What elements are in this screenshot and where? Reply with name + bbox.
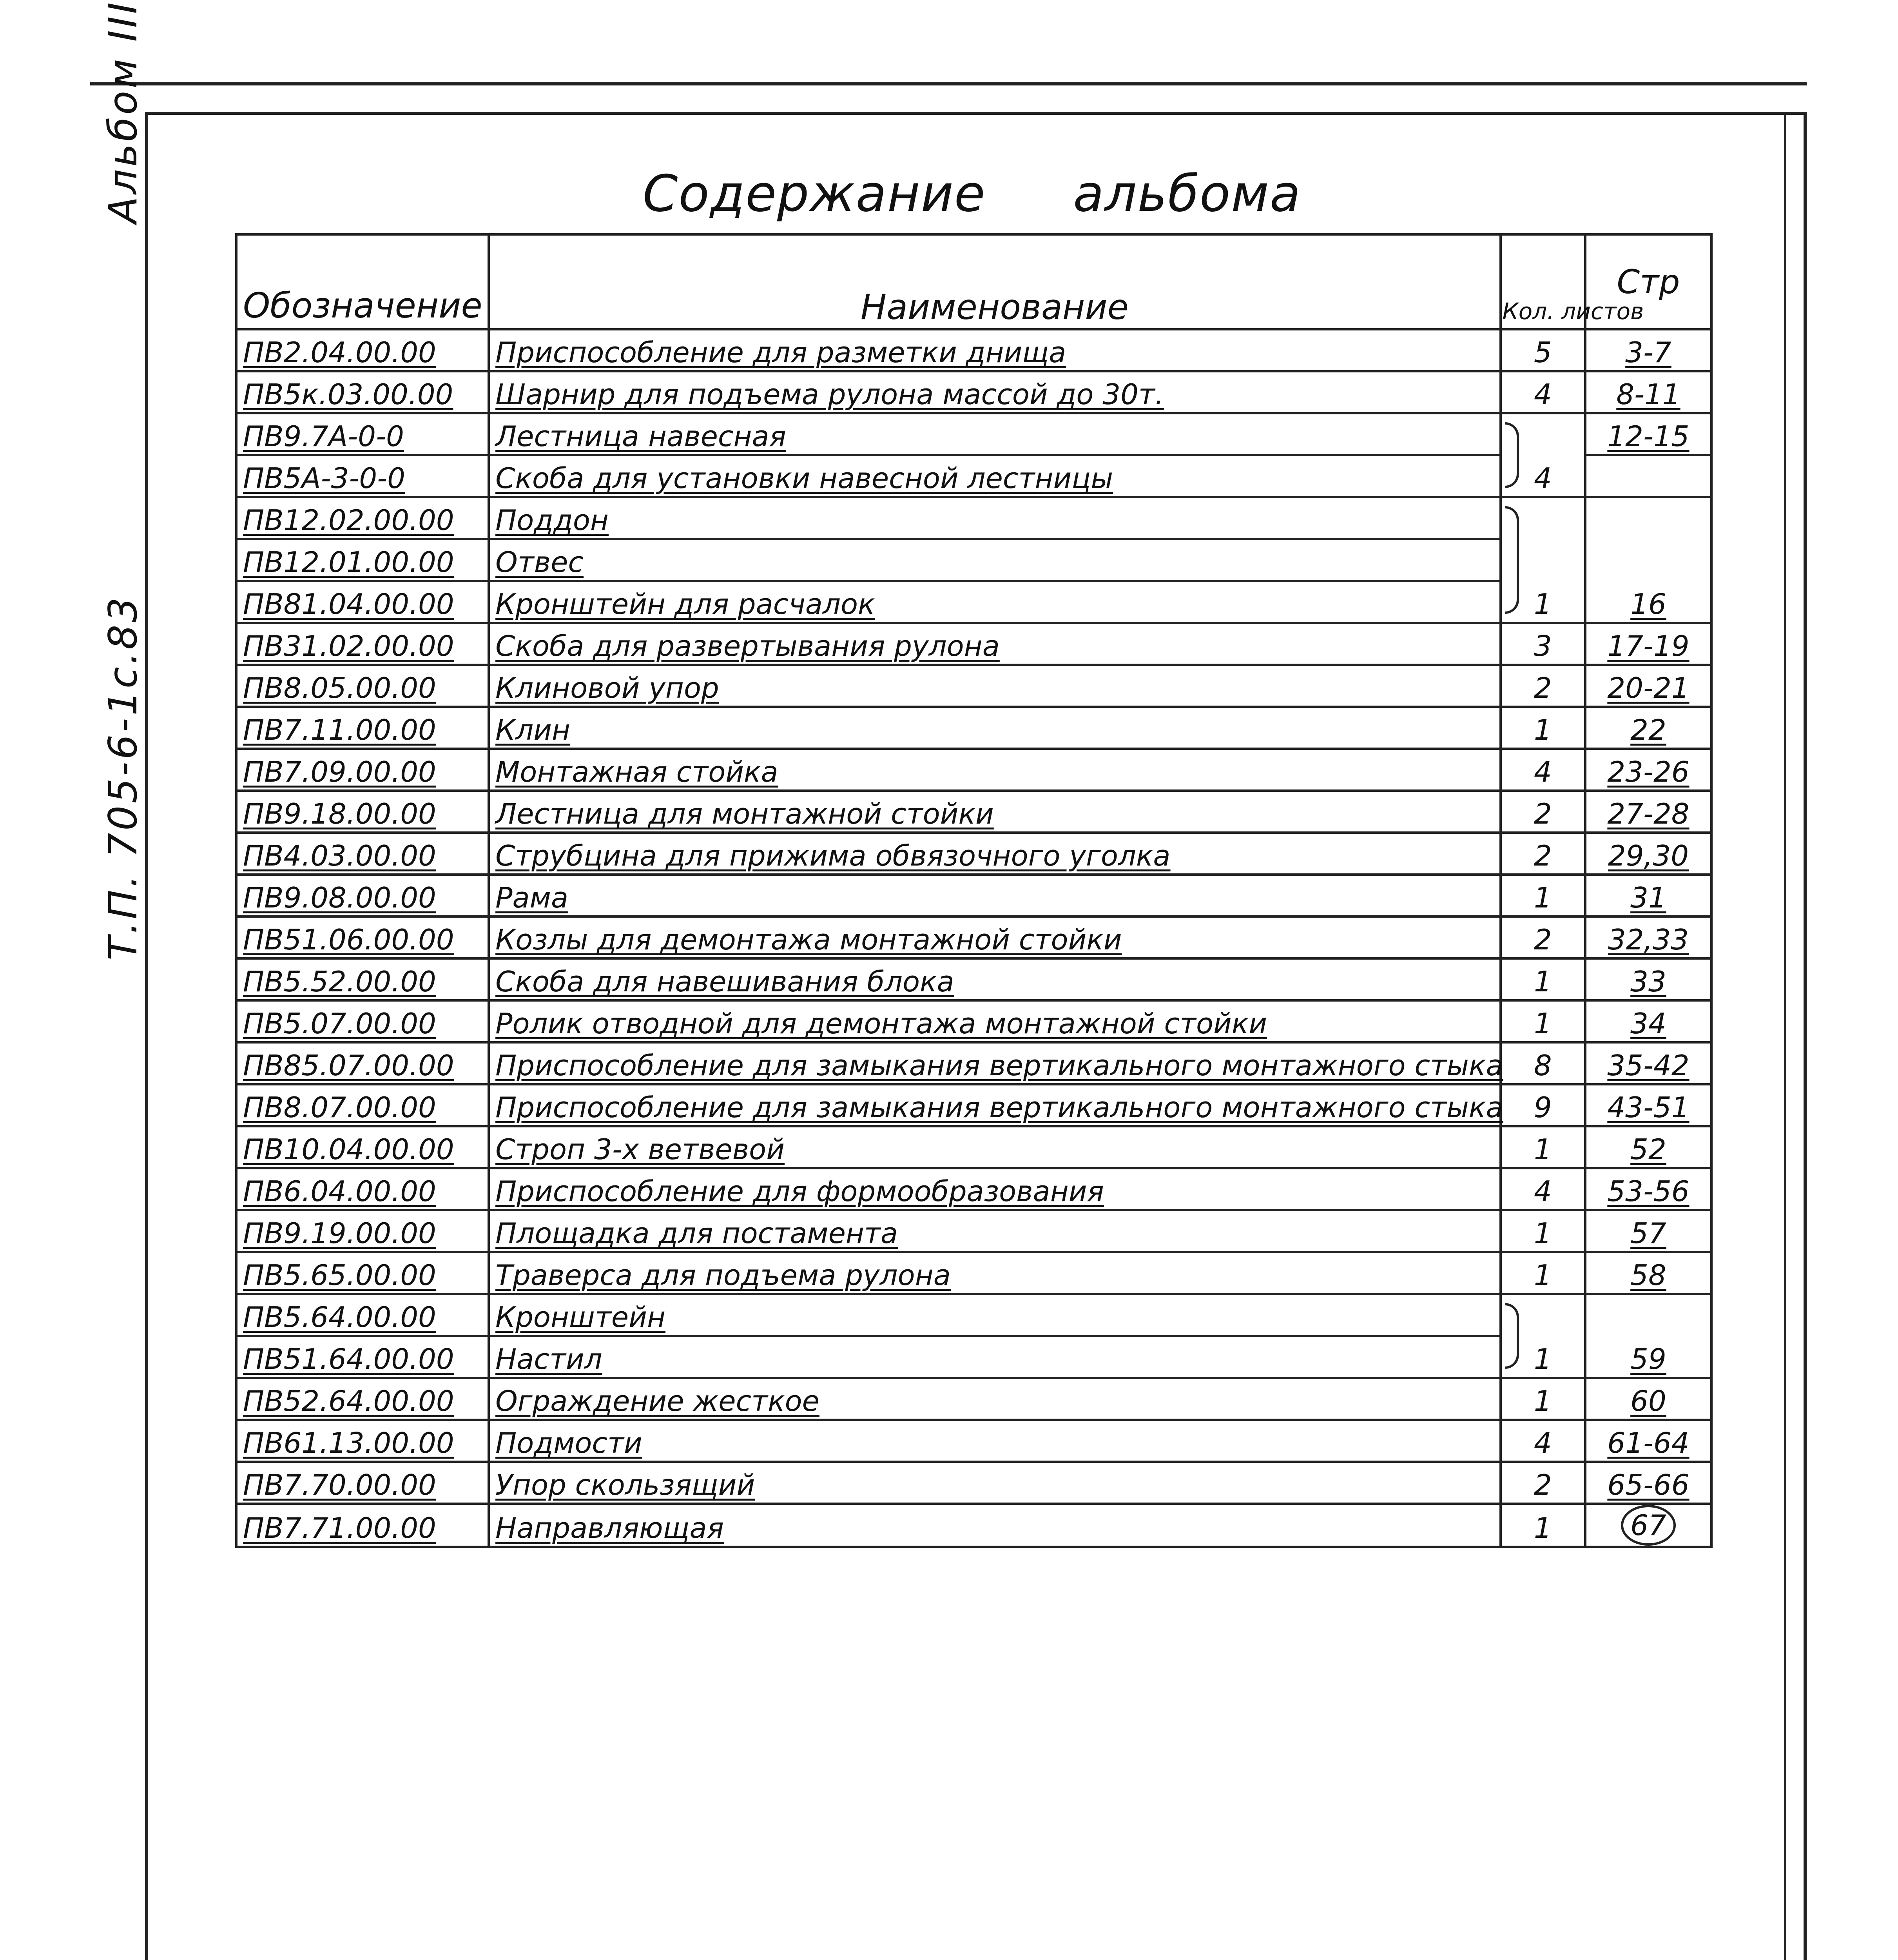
row-name [489,539,1500,581]
row-code-text: ПВ10.04.00.00 [243,1133,454,1166]
row-code-text: ПВ7.70.00.00 [243,1468,436,1501]
row-name-text: Ограждение жесткое [495,1385,819,1417]
row-page-text: 17-19 [1607,630,1690,662]
row-page-text: 53-56 [1607,1175,1690,1208]
row-name [489,1504,1500,1547]
row-page [1585,1042,1711,1084]
row-page [1585,329,1711,371]
row-name [489,1042,1503,1084]
row-name-text: Клин [495,713,571,746]
row-page [1585,1168,1711,1210]
row-name [489,371,1500,413]
table-row [236,749,1711,791]
row-page [1585,749,1711,791]
row-sheets: 8 [1501,1042,1585,1084]
row-name-text: Поддон [495,504,609,537]
row-sheets-text: 1 [1534,588,1552,621]
row-name [489,749,1500,791]
table-row [236,916,1711,958]
row-code [236,665,489,707]
row-sheets: 1 [1501,1210,1585,1252]
table-row [236,581,1711,623]
row-code-text: ПВ8.07.00.00 [243,1091,436,1124]
table-row [236,1462,1711,1504]
row-name-text: Кронштейн [495,1301,666,1334]
row-code-text: ПВ2.04.00.00 [243,336,436,369]
row-code [236,1462,489,1504]
row-page-text: 23-26 [1607,755,1690,788]
row-code [236,916,489,958]
row-name-text: Площадка для постамента [495,1217,898,1250]
row-name-text: Приспособление для замыкания вертикального монтажного стыка [495,1091,1503,1124]
row-name-text: Подмости [495,1426,642,1459]
row-name [489,665,1500,707]
header-sheets: Кол. листов [1501,234,1585,329]
row-page-text: 59 [1630,1343,1666,1376]
row-sheets: 5 [1501,329,1585,371]
row-code [236,497,489,539]
row-page [1585,623,1711,665]
row-code-text: ПВ52.64.00.00 [243,1385,454,1417]
row-sheets: 1 [1501,1252,1585,1294]
row-code-text: ПВ9.19.00.00 [243,1217,436,1250]
row-page [1585,497,1711,623]
row-code-text: ПВ8.05.00.00 [243,671,436,704]
row-code-text: ПВ5.64.00.00 [243,1301,436,1334]
row-code [236,707,489,749]
row-code [236,1210,489,1252]
row-code-text: ПВ5к.03.00.00 [243,378,453,411]
row-name [489,497,1500,539]
row-name [489,791,1500,833]
top-rule [90,82,1807,85]
row-code-text: ПВ12.02.00.00 [243,504,454,537]
table-row [236,791,1711,833]
row-code-text: ПВ51.64.00.00 [243,1343,454,1376]
row-name-text: Упор скользящий [495,1468,755,1501]
row-sheets: 1 [1501,1000,1585,1042]
header-code: Обозначение [236,234,489,329]
row-page-text: 29,30 [1608,839,1689,872]
row-code [236,413,489,455]
row-name [489,1084,1503,1126]
row-page [1585,1084,1711,1126]
row-page [1585,1420,1711,1462]
row-name [489,329,1500,371]
row-page-text: 57 [1630,1217,1666,1250]
row-code [236,1420,489,1462]
row-page-text: 8-11 [1616,378,1680,411]
row-page-text: 27-28 [1607,797,1690,830]
table-row [236,329,1711,371]
row-page-text: 33 [1630,965,1666,998]
row-sheets: 1 [1501,707,1585,749]
row-name [489,958,1500,1000]
table-row [236,1168,1711,1210]
row-sheets: 3 [1501,623,1585,665]
side-label [100,0,146,960]
row-code-text: ПВ81.04.00.00 [243,588,454,621]
row-code [236,329,489,371]
frame-right-margin-line [1784,112,1786,1960]
row-sheets: 9 [1501,1084,1585,1126]
row-name [489,1000,1500,1042]
row-code-text: ПВ5.65.00.00 [243,1259,436,1292]
document-code: Т.П. 705-6-1с.83 [100,595,146,960]
row-name [489,1168,1500,1210]
row-code-text: ПВ9.18.00.00 [243,797,436,830]
row-page [1585,455,1711,497]
row-page [1585,916,1711,958]
row-code [236,1336,489,1378]
table-row [236,1504,1711,1547]
row-page-text: 60 [1630,1385,1666,1417]
row-code [236,1000,489,1042]
row-name [489,1126,1500,1168]
row-page [1585,371,1711,413]
row-code-text: ПВ7.09.00.00 [243,755,436,788]
row-name-text: Струбцина для прижима обвязочного уголка [495,839,1171,872]
row-code-text: ПВ9.08.00.00 [243,881,436,914]
row-page [1585,1252,1711,1294]
row-page [1585,833,1711,875]
row-name [489,623,1500,665]
row-name-text: Настил [495,1343,602,1376]
row-name [489,455,1500,497]
row-code-text: ПВ5.07.00.00 [243,1007,436,1040]
group-brace [1505,1303,1519,1369]
row-name [489,1294,1500,1336]
row-page [1585,1000,1711,1042]
row-page [1585,707,1711,749]
row-sheets: 4 [1501,1168,1585,1210]
row-code [236,1042,489,1084]
row-name-text: Приспособление для разметки днища [495,336,1066,369]
table-header-row [236,234,1711,329]
row-code [236,791,489,833]
row-sheets: 1 [1501,875,1585,916]
table-row [236,413,1711,455]
row-code [236,958,489,1000]
row-page-text: 65-66 [1607,1468,1690,1501]
table-row [236,1294,1711,1336]
row-name-text: Кронштейн для расчалок [495,588,875,621]
row-name [489,1378,1500,1420]
row-code-text: ПВ85.07.00.00 [243,1049,454,1082]
row-name-text: Клиновой упор [495,671,719,704]
row-name [489,581,1500,623]
table-row [236,1042,1711,1084]
table-row [236,371,1711,413]
row-page-text: 31 [1630,881,1666,914]
row-sheets: 2 [1501,791,1585,833]
row-name [489,833,1500,875]
row-sheets: 4 [1501,749,1585,791]
table-row [236,455,1711,497]
row-code [236,1126,489,1168]
row-name [489,1336,1500,1378]
row-name-text: Ролик отводной для демонтажа монтажной стойки [495,1007,1267,1040]
row-name [489,1420,1500,1462]
album-number: Альбом III [100,0,146,223]
row-sheets: 1 [1501,1504,1585,1547]
row-page [1585,791,1711,833]
table-row [236,1336,1711,1378]
row-code-text: ПВ12.01.00.00 [243,546,454,579]
row-page-text: 22 [1630,713,1666,746]
row-page [1585,1210,1711,1252]
row-page-text: 34 [1630,1007,1666,1040]
row-code [236,539,489,581]
row-code [236,1252,489,1294]
row-name [489,707,1500,749]
row-code [236,455,489,497]
row-name-text: Траверса для подъема рулона [495,1259,951,1292]
row-code-text: ПВ7.11.00.00 [243,713,436,746]
row-page-text: 43-51 [1607,1091,1690,1124]
header-page: Стр [1585,234,1711,329]
row-code-text: ПВ51.06.00.00 [243,923,454,956]
row-code [236,581,489,623]
row-page [1585,1462,1711,1504]
row-name [489,1252,1500,1294]
row-name-text: Скоба для навешивания блока [495,965,954,998]
row-code [236,623,489,665]
row-page [1585,665,1711,707]
row-code [236,1168,489,1210]
row-name [489,916,1500,958]
row-name [489,413,1500,455]
row-code-text: ПВ7.71.00.00 [243,1512,436,1544]
row-code-text: ПВ61.13.00.00 [243,1426,454,1459]
row-name-text: Направляющая [495,1512,724,1544]
row-name [489,1210,1500,1252]
row-page [1585,1126,1711,1168]
row-name-text: Приспособление для замыкания вертикального монтажного стыка [495,1049,1503,1082]
row-sheets [1501,413,1585,497]
table-row [236,833,1711,875]
row-code [236,875,489,916]
row-page [1585,875,1711,916]
row-page-text: 58 [1630,1259,1666,1292]
row-code [236,1378,489,1420]
table-row [236,875,1711,916]
row-sheets: 2 [1501,665,1585,707]
table-row [236,1000,1711,1042]
row-code-text: ПВ5А-3-0-0 [243,462,405,495]
page-title: Содержание альбома [643,165,1302,223]
group-brace [1505,506,1519,614]
row-name-text: Лестница для монтажной стойки [495,797,994,830]
row-sheets [1501,1294,1585,1378]
row-code [236,1504,489,1547]
table-row [236,1252,1711,1294]
group-brace [1505,422,1519,488]
table-row [236,958,1711,1000]
table-row [236,623,1711,665]
row-sheets: 1 [1501,958,1585,1000]
row-name-text: Монтажная стойка [495,755,778,788]
row-page-text: 32,33 [1608,923,1689,956]
row-name [489,875,1500,916]
row-name-text: Шарнир для подъема рулона массой до 30т. [495,378,1164,411]
header-name: Наименование [489,234,1500,329]
row-name-text: Приспособление для формообразования [495,1175,1104,1208]
row-code [236,749,489,791]
row-name [489,1462,1500,1504]
row-name-text: Отвес [495,546,584,579]
row-sheets [1501,497,1585,623]
table-row [236,1420,1711,1462]
row-name-text: Лестница навесная [495,420,786,453]
row-page [1585,1294,1711,1378]
row-sheets: 2 [1501,1462,1585,1504]
row-page-text: 3-7 [1625,336,1671,369]
row-sheets-text: 4 [1534,462,1552,495]
row-sheets: 4 [1501,371,1585,413]
row-page-text: 35-42 [1607,1049,1690,1082]
row-page-text: 61-64 [1607,1426,1690,1459]
row-code-text: ПВ31.02.00.00 [243,630,454,662]
row-code-text: ПВ4.03.00.00 [243,839,436,872]
table-row [236,665,1711,707]
row-page [1585,958,1711,1000]
row-name-text: Строп 3-х ветвевой [495,1133,785,1166]
table-body [236,329,1711,1547]
row-code [236,371,489,413]
row-page-text: 12-15 [1607,420,1690,453]
row-name-text: Козлы для демонтажа монтажной стойки [495,923,1122,956]
row-page-text: 67 [1621,1505,1676,1546]
table-row [236,1126,1711,1168]
contents-table [235,233,1713,1548]
table-row [236,539,1711,581]
row-name-text: Скоба для развертывания рулона [495,630,1000,662]
row-code-text: ПВ5.52.00.00 [243,965,436,998]
row-code [236,833,489,875]
row-sheets: 2 [1501,916,1585,958]
row-page [1585,1378,1711,1420]
row-code [236,1084,489,1126]
row-sheets-text: 1 [1534,1343,1552,1376]
row-page-text: 52 [1630,1133,1666,1166]
row-page [1585,1504,1711,1547]
row-sheets: 4 [1501,1420,1585,1462]
row-page [1585,413,1711,455]
row-name-text: Скоба для установки навесной лестницы [495,462,1113,495]
row-sheets: 2 [1501,833,1585,875]
table-row [236,1378,1711,1420]
table-row [236,707,1711,749]
row-sheets: 1 [1501,1378,1585,1420]
table-row [236,1084,1711,1126]
row-code-text: ПВ9.7А-0-0 [243,420,404,453]
row-code [236,1294,489,1336]
row-code-text: ПВ6.04.00.00 [243,1175,436,1208]
row-page-text: 16 [1630,588,1666,621]
row-page-text: 20-21 [1607,671,1690,704]
row-name-text: Рама [495,881,569,914]
table-row [236,1210,1711,1252]
row-sheets: 1 [1501,1126,1585,1168]
table-row [236,497,1711,539]
